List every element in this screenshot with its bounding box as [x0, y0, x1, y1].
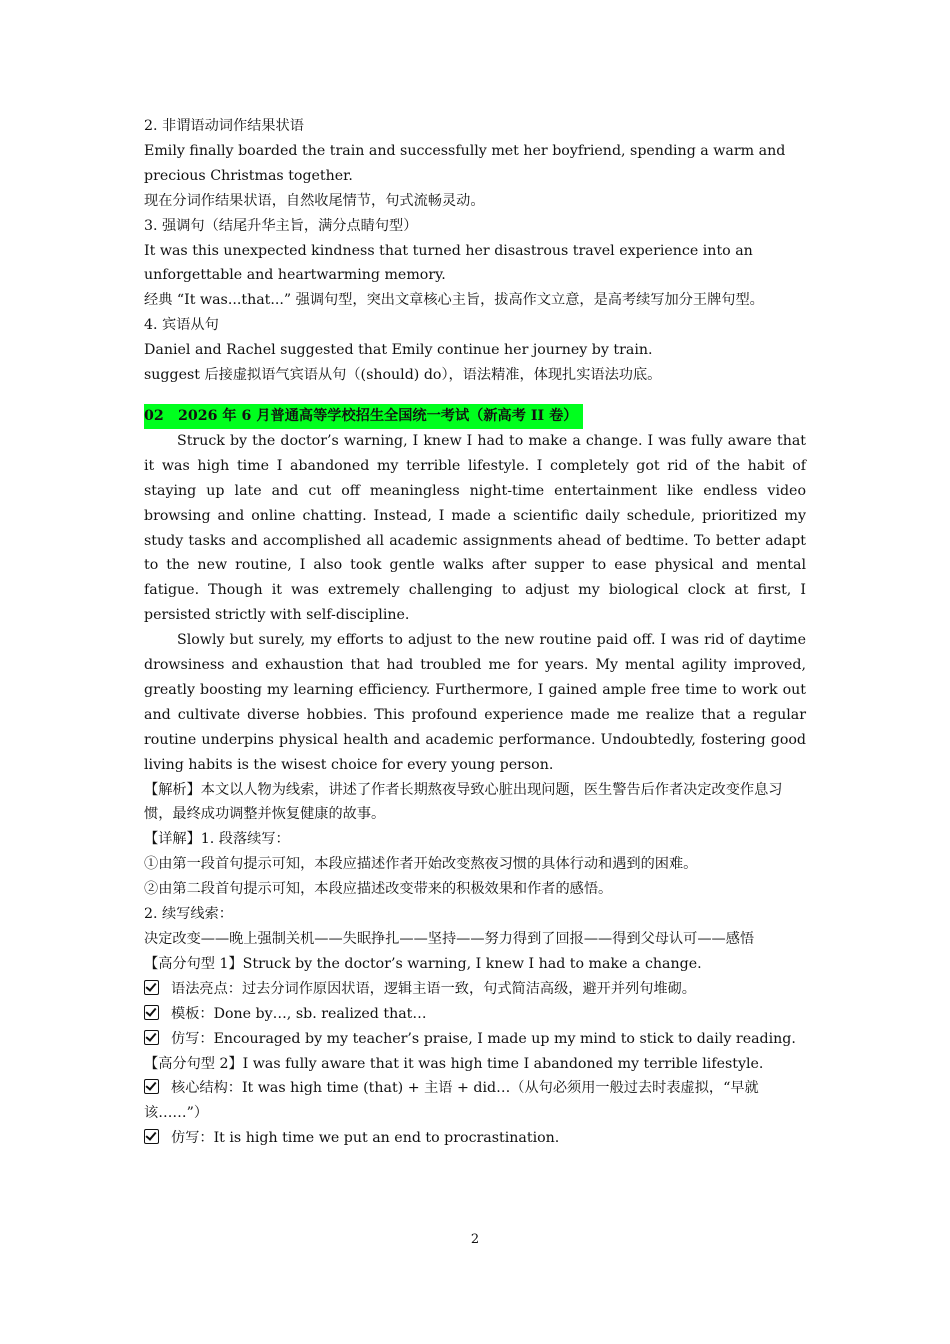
- section-heading: [144, 404, 806, 429]
- item3-note: 经典 “It was...that...” 强调句型，突出文章核心主旨，拔高作文立意，是高考续写加分王牌句型。: [144, 292, 764, 309]
- section-title: 2026 年 6 月普通高等学校招生全国统一考试（新高考 II 卷）: [178, 407, 578, 424]
- detail-title: 【详解】1. 段落续写：: [144, 831, 290, 848]
- detail-point-2: ②由第二段首句提示可知，本段应描述改变带来的积极效果和作者的感悟。: [144, 881, 613, 898]
- pattern-1-label: 【高分句型 1】: [144, 955, 243, 972]
- pattern-1-template-text: 模板：Done by…, sb. realized that…: [171, 1005, 427, 1022]
- pattern-1-grammar-text: 语法亮点：过去分词作原因状语，逻辑主语一致，句式简洁高级，避开并列句堆砌。: [171, 980, 696, 997]
- item3-title: 3. 强调句（结尾升华主旨，满分点睛句型）: [144, 217, 418, 234]
- page-number: 2: [470, 1232, 480, 1247]
- item2-title: 2. 非谓语动词作结果状语: [144, 118, 304, 134]
- checkbox-icon: [144, 1129, 159, 1144]
- essay-paragraph-1: Struck by the doctor’s warning, I knew I had to make a change. I was fully aware that it was high time I abandoned my terrible lifestyle. I completely got rid of the habit of staying up late and cut off meaningless night-time entertainment like endless video browsing and online chatting. Instead, I made a scientific daily schedule, prioritized my study tasks and accomplished all academic assignments ahead of bedtime. To better adapt to the new routine, I also took gentle walks after supper to ease physical and mental fatigue. Though it was extremely challenging to adjust my biological clock at first, I persisted strictly with self-discipline.: [144, 432, 806, 624]
- pattern-2-label: 【高分句型 2】: [144, 1055, 243, 1072]
- pattern-2-text: I was fully aware that it was high time I abandoned my terrible lifestyle.: [242, 1055, 764, 1072]
- document-body: [144, 114, 806, 1151]
- section-heading-highlight: [144, 404, 583, 429]
- item4-note: suggest 后接虚拟语气宾语从句（(should) do），语法精准，体现扎实语法功底。: [144, 367, 662, 384]
- pattern-2: [144, 1052, 806, 1077]
- pattern-1: [144, 952, 806, 977]
- pattern-1-imitation: [144, 1027, 806, 1052]
- checkbox-icon: [144, 1030, 159, 1045]
- checkbox-icon: [144, 1005, 159, 1020]
- pattern-2-core: [144, 1076, 806, 1126]
- item3-example: It was this unexpected kindness that turned her disastrous travel experience into an unforgettable and heartwarming memory.: [144, 242, 753, 284]
- pattern-2-imitation: [144, 1126, 806, 1151]
- essay-paragraph-2: Slowly but surely, my efforts to adjust to the new routine paid off. I was rid of daytime drowsiness and exhaustion that had troubled me for years. My mental agility improved, greatly boosting my learning efficiency. Furthermore, I gained ample free time to work out and cultivate diverse hobbies. This profound experience made me realize that a regular routine underpins physical health and academic performance. Undoubtedly, fostering good living habits is the wisest choice for every young person.: [144, 632, 806, 773]
- item4-example: Daniel and Rachel suggested that Emily continue her journey by train.: [144, 342, 653, 359]
- section-number: 02: [144, 407, 164, 424]
- pattern-2-core-text: 核心结构：It was high time (that) + 主语 + did…（从句必须用一般过去时表虚拟，“早就该……”）: [144, 1080, 759, 1122]
- analysis-text: 【解析】本文以人物为线索，讲述了作者长期熬夜导致心脏出现问题，医生警告后作者决定改变作息习惯，最终成功调整并恢复健康的故事。: [144, 781, 783, 823]
- pattern-1-grammar: [144, 977, 806, 1002]
- checkbox-icon: [144, 980, 159, 995]
- detail-point-1: ①由第一段首句提示可知，本段应描述作者开始改变熬夜习惯的具体行动和遇到的困难。: [144, 856, 698, 873]
- clue-title: 2. 续写线索：: [144, 906, 233, 923]
- pattern-1-imitation-text: 仿写：Encouraged by my teacher’s praise, I made up my mind to stick to daily reading.: [171, 1030, 796, 1047]
- pattern-2-imitation-text: 仿写：It is high time we put an end to procrastination.: [171, 1130, 560, 1147]
- checkbox-icon: [144, 1079, 159, 1094]
- clue-text: 决定改变——晚上强制关机——失眠挣扎——坚持——努力得到了回报——得到父母认可——感悟: [144, 931, 755, 947]
- spacer: [144, 388, 806, 404]
- pattern-1-text: Struck by the doctor’s warning, I knew I had to make a change.: [242, 955, 702, 972]
- pattern-1-template: [144, 1002, 806, 1027]
- item4-title: 4. 宾语从句: [144, 317, 219, 334]
- item2-example: Emily finally boarded the train and successfully met her boyfriend, spending a warm and precious Christmas together.: [144, 142, 786, 184]
- item2-note: 现在分词作结果状语，自然收尾情节，句式流畅灵动。: [144, 192, 485, 209]
